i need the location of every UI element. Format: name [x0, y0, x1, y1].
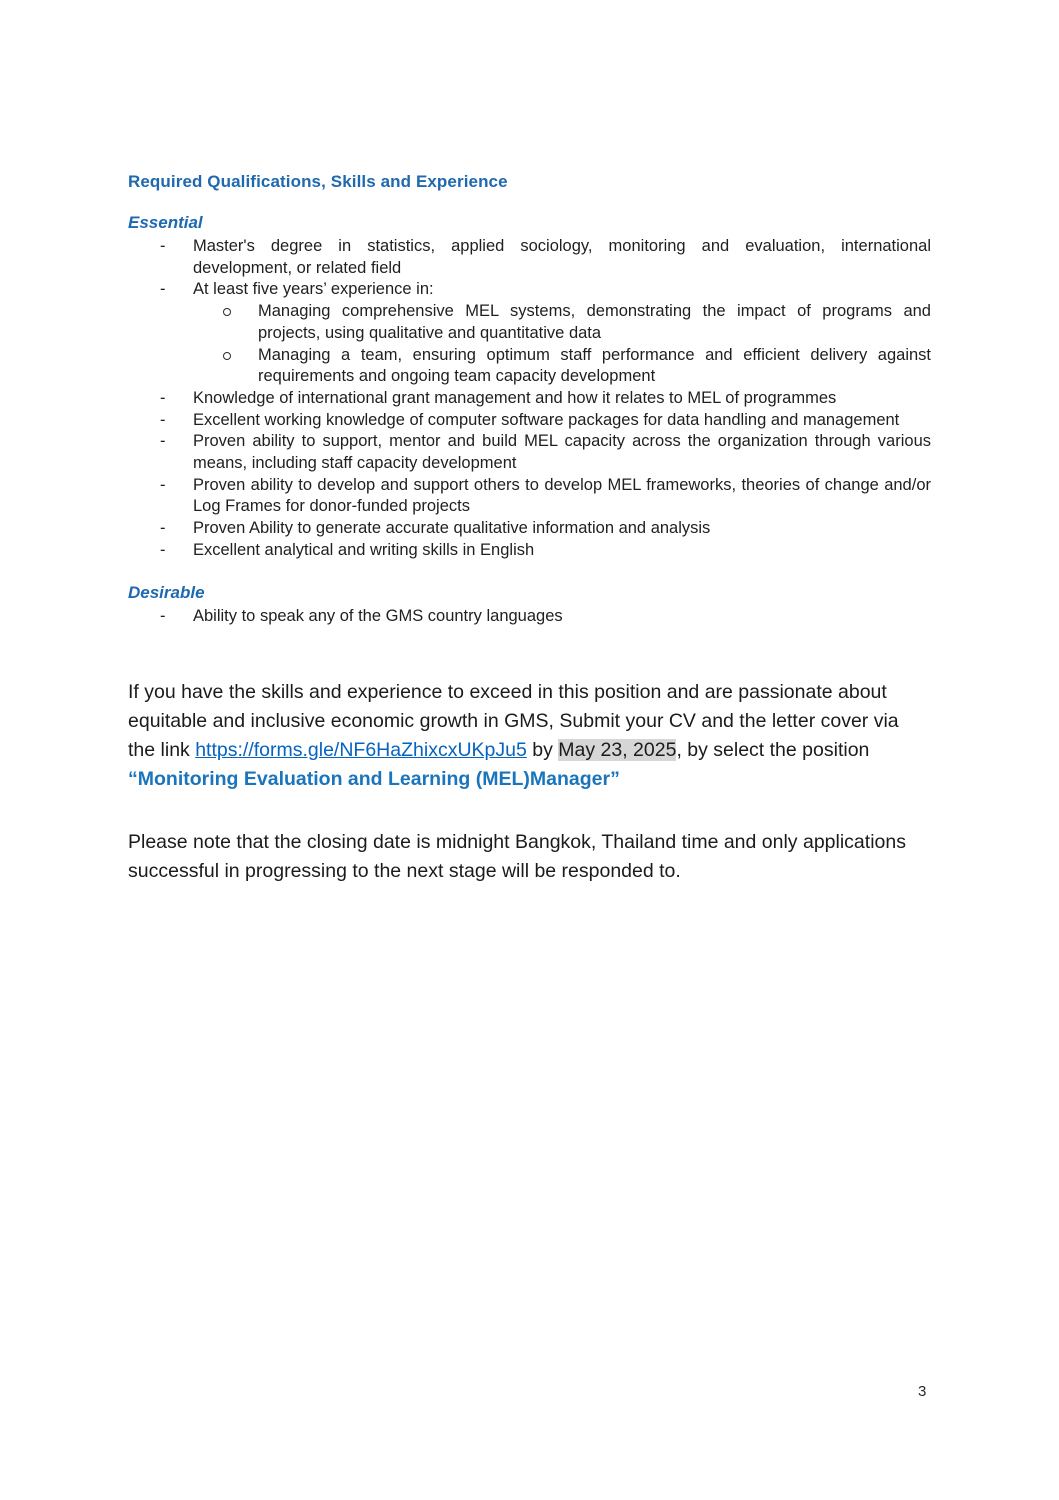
position-title: “Monitoring Evaluation and Learning (MEL)Manager” — [128, 768, 620, 791]
list-item-text: Proven ability to develop and support others to develop MEL frameworks, theories of change and/or Log Frames for donor-funded projects — [193, 475, 931, 516]
desirable-list — [128, 606, 931, 628]
dash-bullet-icon: - — [160, 432, 166, 451]
list-item-text: Knowledge of international grant management and how it relates to MEL of programmes — [193, 388, 837, 407]
list-item-text: Excellent analytical and writing skills in English — [193, 540, 535, 559]
sub-list-item — [193, 345, 931, 388]
list-item-text: Master's degree in statistics, applied sociology, monitoring and evaluation, international development, or related field — [193, 237, 931, 277]
essential-heading: Essential — [128, 213, 203, 232]
dash-bullet-icon: - — [160, 388, 166, 407]
list-item-text: Excellent working knowledge of computer software packages for data handling and management — [193, 410, 900, 429]
circle-bullet-icon — [223, 352, 231, 360]
list-item — [128, 279, 931, 388]
apply-text-after-link: by — [526, 739, 559, 762]
list-item — [128, 410, 931, 432]
dash-bullet-icon: - — [160, 410, 166, 429]
page-number: 3 — [918, 1383, 927, 1400]
dash-bullet-icon: - — [160, 237, 166, 255]
list-item-text: At least five years’ experience in: — [193, 280, 434, 299]
essential-sublist — [193, 301, 931, 388]
desirable-heading: Desirable — [128, 582, 205, 602]
document-content — [128, 172, 931, 886]
application-paragraph — [128, 678, 924, 794]
list-item-text: Ability to speak any of the GMS country languages — [193, 606, 563, 625]
dash-bullet-icon: - — [160, 280, 166, 299]
list-item — [128, 606, 931, 628]
deadline-highlight: May 23, 2025 — [558, 739, 677, 762]
dash-bullet-icon: - — [160, 606, 166, 625]
dash-bullet-icon: - — [160, 540, 166, 559]
list-item — [128, 388, 931, 410]
list-item — [128, 540, 931, 562]
application-form-link[interactable]: https://forms.gle/NF6HaZhixcxUKpJu5 — [195, 739, 527, 762]
list-item-text: Proven ability to support, mentor and build MEL capacity across the organization through various means, including staff capacity development — [193, 432, 931, 473]
list-item — [128, 431, 931, 474]
closing-paragraph: Please note that the closing date is midnight Bangkok, Thailand time and only applications successful in progressing to the next stage will be responded to. — [128, 831, 906, 883]
list-item — [128, 236, 931, 279]
sub-list-item-text: Managing comprehensive MEL systems, demonstrating the impact of programs and projects, using qualitative and quantitative data — [258, 302, 931, 342]
apply-text-before-link: If you have the skills and experience to exceed in this position and are passionate about equitable and inclusive economic growth in GMS, Submit your CV and the letter cover via the link — [128, 681, 899, 762]
essential-list — [128, 236, 931, 562]
list-item — [128, 518, 931, 540]
list-item-text: Proven Ability to generate accurate qualitative information and analysis — [193, 519, 711, 538]
circle-bullet-icon — [223, 308, 231, 316]
sub-list-item-text: Managing a team, ensuring optimum staff performance and efficient delivery against requirements and ongoing team capacity development — [258, 345, 931, 386]
list-item — [128, 475, 931, 518]
apply-text-after-deadline: , by select the position — [676, 739, 870, 762]
section-heading-qualifications: Required Qualifications, Skills and Experience — [128, 172, 508, 191]
dash-bullet-icon: - — [160, 475, 166, 494]
sub-list-item — [193, 301, 931, 344]
dash-bullet-icon: - — [160, 519, 166, 538]
